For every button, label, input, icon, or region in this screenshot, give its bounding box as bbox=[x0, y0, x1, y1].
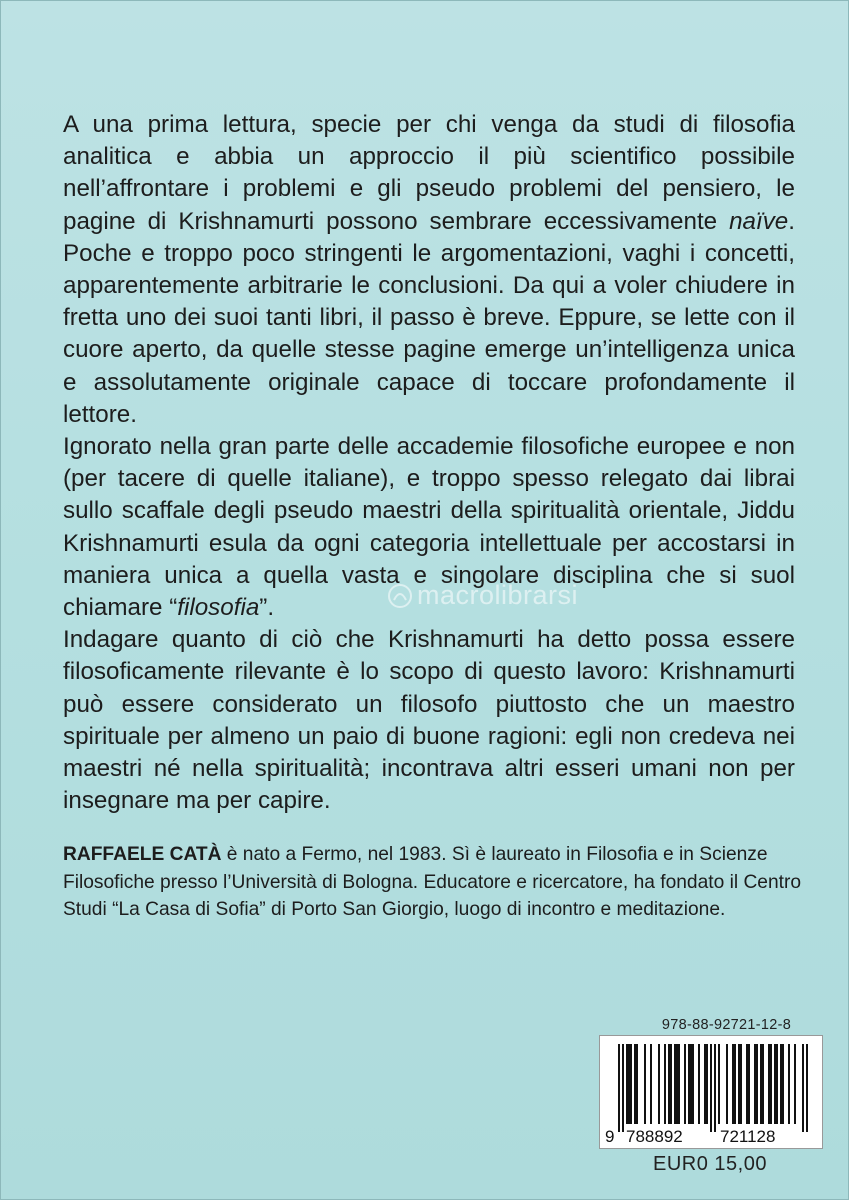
barcode-bar bbox=[762, 1044, 764, 1124]
barcode-bar bbox=[794, 1044, 796, 1124]
barcode-bar bbox=[788, 1044, 790, 1124]
barcode-digits-right: 721128 bbox=[720, 1127, 776, 1146]
barcode-bar bbox=[768, 1044, 770, 1124]
barcode-bar bbox=[710, 1044, 712, 1132]
watermark bbox=[387, 580, 578, 611]
barcode-bar bbox=[678, 1044, 680, 1124]
price-label: EUR0 15,00 bbox=[653, 1153, 767, 1175]
barcode-bar bbox=[622, 1044, 624, 1132]
barcode-bar bbox=[692, 1044, 694, 1124]
barcode-bar bbox=[690, 1044, 692, 1124]
blurb-paragraph-1: A una prima lettura, specie per chi venga da studi di filosofia analitica e abbia un approccio il più scientifico possibile nell’affrontare i problemi e gli pseudo problemi del pensiero, le pagine di Krishnamurti possono sembrare eccessivamente naïve. Poche e troppo poco stringenti le argomentazioni, vaghi i concetti, apparentemente arbitrarie le conclusioni. Da qui a voler chiudere in fretta uno dei suoi tanti libri, il passo è breve. Eppure, se lette con il cuore aperto, da quelle stesse pagine emerge un’intelligenza unica e assolutamente originale capace di toccare profondamente il lettore. bbox=[63, 111, 795, 428]
barcode-bar bbox=[756, 1044, 758, 1124]
barcode-digits-left: 788892 bbox=[626, 1127, 683, 1146]
barcode-bar bbox=[650, 1044, 652, 1124]
barcode-bar bbox=[718, 1044, 720, 1124]
isbn-text: 978-88-92721-12-8 bbox=[661, 1017, 792, 1033]
emphasis-filosofia: filosofia bbox=[177, 594, 260, 622]
barcode-bar bbox=[714, 1044, 716, 1132]
barcode-bar bbox=[746, 1044, 748, 1124]
author-name: RAFFAELE CATÀ bbox=[63, 844, 222, 865]
blurb-paragraph-3: Indagare quanto di ciò che Krishnamurti ha detto possa essere filosoficamente rilevante è lo scopo di questo lavoro: Krishnamurti può essere considerato un filosofo piuttosto che un maestro spirituale per almeno un paio di buone ragioni: egli non credeva nei maestri né nella spiritualità; incontrava altri esseri umani non per insegnare ma per capire. bbox=[63, 626, 795, 815]
barcode-bar bbox=[732, 1044, 734, 1124]
barcode-bar bbox=[780, 1044, 782, 1124]
watermark-text: macrolibrarsi bbox=[417, 580, 579, 610]
barcode-bar bbox=[806, 1044, 808, 1132]
barcode-bar bbox=[668, 1044, 670, 1124]
barcode-bar bbox=[706, 1044, 708, 1124]
barcode-bar bbox=[626, 1044, 628, 1124]
author-bio-text: è nato a Fermo, nel 1983. Sì è laureato in Filosofia e in Scienze Filosofiche presso l’Università di Bologna. Educatore e ricercatore, ha fondato il Centro Studi “La Casa di Sofia” di Porto San Giorgio, luogo di incontro e meditazione. bbox=[63, 844, 802, 920]
barcode-bar bbox=[754, 1044, 756, 1124]
author-bio bbox=[63, 841, 808, 924]
barcode-bar bbox=[636, 1044, 638, 1124]
emphasis-naive: naïve bbox=[729, 207, 789, 235]
barcode-bar bbox=[774, 1044, 776, 1124]
barcode-digit-first: 9 bbox=[605, 1127, 615, 1146]
barcode-bar bbox=[674, 1044, 676, 1124]
barcode-bar bbox=[670, 1044, 672, 1124]
barcode-graphic bbox=[600, 1036, 822, 1148]
barcode-bar bbox=[726, 1044, 728, 1124]
macrolibrarsi-logo-icon bbox=[387, 583, 413, 609]
barcode-bar bbox=[782, 1044, 784, 1124]
barcode-bar bbox=[776, 1044, 778, 1124]
barcode-bar bbox=[698, 1044, 700, 1124]
barcode-bar bbox=[704, 1044, 706, 1124]
barcode-bar bbox=[644, 1044, 646, 1124]
barcode-bar bbox=[738, 1044, 740, 1124]
barcode-bar bbox=[618, 1044, 620, 1132]
barcode-bar bbox=[802, 1044, 804, 1132]
blurb-text bbox=[63, 109, 795, 817]
barcode-bar bbox=[748, 1044, 750, 1124]
barcode-bar bbox=[688, 1044, 690, 1124]
barcode-bar bbox=[664, 1044, 666, 1124]
barcode-bar bbox=[734, 1044, 736, 1124]
barcode-bar bbox=[658, 1044, 660, 1124]
barcode-bar bbox=[770, 1044, 772, 1124]
blurb-paragraph-2: Ignorato nella gran parte delle accademie filosofiche europee e non (per tacere di quelle italiane), e troppo spesso relegato dai librai sullo scaffale degli pseudo maestri della spiritualità orientale, Jiddu Krishnamurti esula da ogni categoria intellettuale per accostarsi in maniera unica a quella vasta e singolare disciplina che si suol chiamare “filosofia”. bbox=[63, 433, 795, 622]
barcode-bar bbox=[628, 1044, 630, 1124]
barcode bbox=[599, 1035, 823, 1149]
barcode-bar bbox=[634, 1044, 636, 1124]
barcode-bar bbox=[684, 1044, 686, 1124]
barcode-bar bbox=[740, 1044, 742, 1124]
barcode-bar bbox=[760, 1044, 762, 1124]
barcode-bar bbox=[630, 1044, 632, 1124]
barcode-bar bbox=[676, 1044, 678, 1124]
